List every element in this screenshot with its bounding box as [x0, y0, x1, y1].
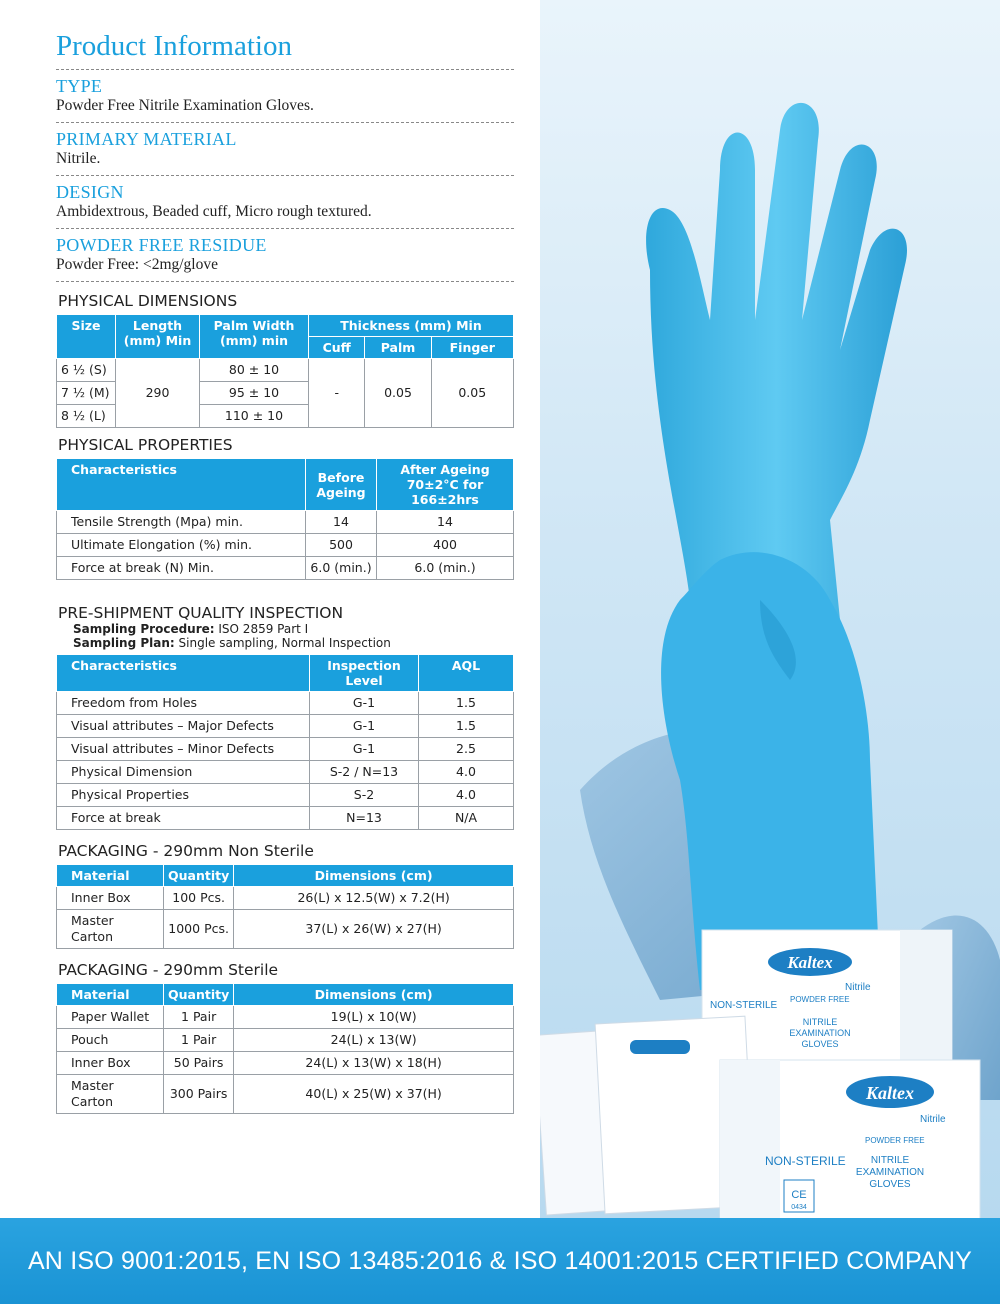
cell: 6.0 (min.)	[306, 557, 377, 580]
cell: Ultimate Elongation (%) min.	[57, 534, 306, 557]
table-row	[57, 784, 514, 807]
sampling-procedure: Sampling Procedure: ISO 2859 Part I	[73, 622, 309, 636]
cell: 4.0	[419, 784, 514, 807]
svg-text:GLOVES: GLOVES	[869, 1179, 911, 1190]
inspection-table	[56, 654, 514, 830]
section-design	[56, 182, 514, 222]
cell-palm-width: 110 ± 10	[200, 405, 309, 428]
svg-text:Nitrile: Nitrile	[920, 1114, 946, 1125]
cell: Force at break (N) Min.	[57, 557, 306, 580]
svg-text:POWDER FREE: POWDER FREE	[865, 1136, 925, 1145]
section-value: Nitrile.	[56, 150, 101, 167]
cell: Master Carton	[57, 910, 164, 949]
cell: 300 Pairs	[164, 1075, 234, 1114]
page-title: Product Information	[56, 30, 292, 62]
col-size: Size	[57, 315, 116, 359]
cell: Tensile Strength (Mpa) min.	[57, 511, 306, 534]
svg-text:Kaltex: Kaltex	[866, 1083, 914, 1103]
cell: Pouch	[57, 1029, 164, 1052]
cell-size: 6 ½ (S)	[57, 359, 116, 382]
col-before-ageing: Before Ageing	[306, 459, 377, 511]
svg-text:NITRILE: NITRILE	[870, 1155, 910, 1166]
cell: S-2	[310, 784, 419, 807]
inspection-title: PRE-SHIPMENT QUALITY INSPECTION	[58, 604, 344, 622]
cell: 19(L) x 10(W)	[234, 1006, 514, 1029]
section-value: Powder Free: <2mg/glove	[56, 256, 218, 273]
cell: 1.5	[419, 692, 514, 715]
table-row	[57, 807, 514, 830]
cell: 14	[377, 511, 514, 534]
cell: 500	[306, 534, 377, 557]
cell: 4.0	[419, 761, 514, 784]
cell-palm-width: 95 ± 10	[200, 382, 309, 405]
svg-text:NON-STERILE: NON-STERILE	[710, 1000, 778, 1011]
divider	[56, 281, 514, 282]
svg-text:CE: CE	[791, 1189, 807, 1201]
cell: 40(L) x 25(W) x 37(H)	[234, 1075, 514, 1114]
col-finger: Finger	[431, 337, 513, 359]
cell: 1 Pair	[164, 1006, 234, 1029]
svg-text:EXAMINATION: EXAMINATION	[789, 1028, 851, 1038]
table-row	[57, 738, 514, 761]
cell-palm-width: 80 ± 10	[200, 359, 309, 382]
cell: 1 Pair	[164, 1029, 234, 1052]
col-palm-width: Palm Width (mm) min	[200, 315, 309, 359]
product-box-front	[720, 1060, 980, 1220]
col-material: Material	[57, 984, 164, 1006]
cell-palm: 0.05	[365, 359, 431, 428]
cell-cuff: -	[309, 359, 365, 428]
col-characteristics: Characteristics	[57, 459, 306, 511]
cell-finger: 0.05	[431, 359, 513, 428]
dimensions-table	[56, 314, 514, 428]
col-palm: Palm	[365, 337, 431, 359]
section-value: Powder Free Nitrile Examination Gloves.	[56, 97, 314, 114]
cell: N=13	[310, 807, 419, 830]
table-row	[57, 534, 514, 557]
table-row	[57, 692, 514, 715]
cell: Physical Dimension	[57, 761, 310, 784]
cell: 24(L) x 13(W) x 18(H)	[234, 1052, 514, 1075]
section-label: PRIMARY MATERIAL	[56, 129, 237, 149]
cell: 14	[306, 511, 377, 534]
section-powder-free-residue	[56, 235, 514, 275]
cell: G-1	[310, 715, 419, 738]
col-material: Material	[57, 865, 164, 887]
col-cuff: Cuff	[309, 337, 365, 359]
svg-text:GLOVES: GLOVES	[801, 1039, 839, 1049]
cell: Physical Properties	[57, 784, 310, 807]
table-row	[57, 1052, 514, 1075]
packaging-sterile-title: PACKAGING - 290mm Sterile	[58, 961, 279, 979]
col-dimensions: Dimensions (cm)	[234, 984, 514, 1006]
svg-text:Kaltex: Kaltex	[787, 953, 833, 972]
cell: 26(L) x 12.5(W) x 7.2(H)	[234, 887, 514, 910]
cell: Inner Box	[57, 887, 164, 910]
col-characteristics: Characteristics	[57, 655, 310, 692]
cell: 6.0 (min.)	[377, 557, 514, 580]
table-row	[57, 557, 514, 580]
dimensions-title: PHYSICAL DIMENSIONS	[58, 292, 238, 310]
svg-text:NON-STERILE: NON-STERILE	[765, 1154, 846, 1168]
cell: 2.5	[419, 738, 514, 761]
cell: 1000 Pcs.	[164, 910, 234, 949]
table-row	[57, 1029, 514, 1052]
packaging-non-sterile-title: PACKAGING - 290mm Non Sterile	[58, 842, 314, 860]
svg-text:Nitrile: Nitrile	[845, 982, 871, 993]
properties-title: PHYSICAL PROPERTIES	[58, 436, 233, 454]
cell: 37(L) x 26(W) x 27(H)	[234, 910, 514, 949]
packaging-sterile-table	[56, 983, 514, 1114]
divider	[56, 175, 514, 176]
cell: S-2 / N=13	[310, 761, 419, 784]
col-dimensions: Dimensions (cm)	[234, 865, 514, 887]
cell: Visual attributes – Major Defects	[57, 715, 310, 738]
section-type	[56, 76, 514, 116]
section-value: Ambidextrous, Beaded cuff, Micro rough textured.	[56, 203, 372, 220]
cell: Inner Box	[57, 1052, 164, 1075]
table-row	[57, 511, 514, 534]
svg-text:POWDER FREE: POWDER FREE	[790, 995, 850, 1004]
col-after-ageing: After Ageing 70±2°C for 166±2hrs	[377, 459, 514, 511]
divider	[56, 228, 514, 229]
cell: G-1	[310, 738, 419, 761]
svg-text:0434: 0434	[791, 1204, 807, 1211]
cell-size: 7 ½ (M)	[57, 382, 116, 405]
table-row	[57, 359, 514, 382]
divider	[56, 122, 514, 123]
col-aql: AQL	[419, 655, 514, 692]
certification-footer	[0, 1218, 1000, 1304]
cell: 1.5	[419, 715, 514, 738]
cell: 50 Pairs	[164, 1052, 234, 1075]
cell: Paper Wallet	[57, 1006, 164, 1029]
product-info-column	[56, 30, 514, 1114]
col-inspection-level: Inspection Level	[310, 655, 419, 692]
table-row	[57, 887, 514, 910]
table-row	[57, 715, 514, 738]
cell: Freedom from Holes	[57, 692, 310, 715]
col-thickness: Thickness (mm) Min	[309, 315, 514, 337]
cell: G-1	[310, 692, 419, 715]
divider	[56, 69, 514, 70]
cell: 100 Pcs.	[164, 887, 234, 910]
sampling-plan: Sampling Plan: Single sampling, Normal Inspection	[73, 636, 391, 650]
section-label: POWDER FREE RESIDUE	[56, 235, 267, 255]
cell: Visual attributes – Minor Defects	[57, 738, 310, 761]
table-row	[57, 1075, 514, 1114]
cell: N/A	[419, 807, 514, 830]
cell: Master Carton	[57, 1075, 164, 1114]
packaging-non-sterile-table	[56, 864, 514, 949]
cell-size: 8 ½ (L)	[57, 405, 116, 428]
svg-text:EXAMINATION: EXAMINATION	[855, 1167, 925, 1178]
properties-table	[56, 458, 514, 580]
section-primary-material	[56, 129, 514, 169]
col-quantity: Quantity	[164, 984, 234, 1006]
col-length: Length (mm) Min	[116, 315, 200, 359]
cell: 24(L) x 13(W)	[234, 1029, 514, 1052]
col-quantity: Quantity	[164, 865, 234, 887]
table-row	[57, 1006, 514, 1029]
cell: Force at break	[57, 807, 310, 830]
section-label: DESIGN	[56, 182, 124, 202]
certification-text: AN ISO 9001:2015, EN ISO 13485:2016 & ISO 14001:2015 CERTIFIED COMPANY	[27, 1246, 973, 1275]
cell: 400	[377, 534, 514, 557]
table-row	[57, 761, 514, 784]
table-row	[57, 910, 514, 949]
product-photo	[540, 0, 1000, 1220]
cell-length: 290	[116, 359, 200, 428]
svg-text:NITRILE: NITRILE	[802, 1017, 838, 1027]
section-label: TYPE	[56, 76, 103, 96]
